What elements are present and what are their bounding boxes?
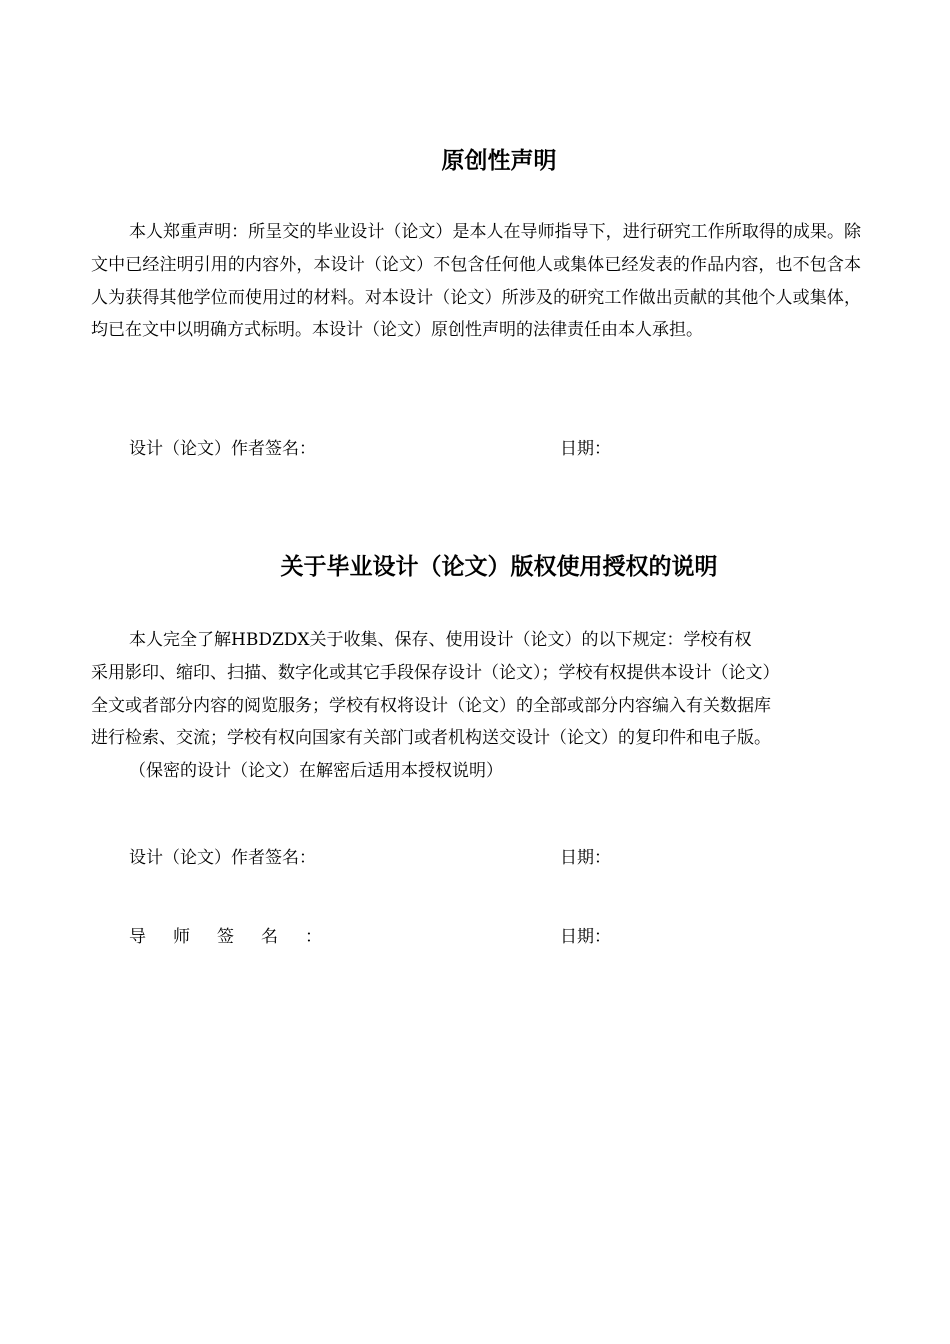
copyright-author-signature-label: 设计（论文）作者签名：: [129, 848, 316, 868]
advisor-date-label: 日期：: [560, 927, 611, 947]
copyright-paragraph-line: 全文或者部分内容的阅览服务；学校有权将设计（论文）的全部或部分内容编入有关数据库: [91, 696, 771, 716]
confidential-note: （保密的设计（论文）在解密后适用本授权说明）: [129, 761, 503, 781]
copyright-paragraph-line: 本人完全了解HBDZDX关于收集、保存、使用设计（论文）的以下规定：学校有权: [129, 630, 752, 650]
advisor-signature-colon: ：: [305, 927, 322, 947]
author-date-label: 日期：: [560, 439, 611, 459]
copyright-author-date-label: 日期：: [560, 848, 611, 868]
advisor-signature-label: [129, 925, 322, 949]
copyright-paragraph-line: 采用影印、缩印、扫描、数字化或其它手段保存设计（论文）；学校有权提供本设计（论文）: [91, 663, 780, 683]
copyright-title: 关于毕业设计（论文）版权使用授权的说明: [280, 554, 718, 580]
copyright-paragraph-line: 进行检索、交流；学校有权向国家有关部门或者机构送交设计（论文）的复印件和电子版。: [91, 728, 771, 748]
originality-paragraph: 本人郑重声明：所呈交的毕业设计（论文）是本人在导师指导下，进行研究工作所取得的成果。除文中已经注明引用的内容外，本设计（论文）不包含任何他人或集体已经发表的作品内容，也不包含本人为获得其他学位而使用过的材料。对本设计（论文）所涉及的研究工作做出贡献的其他个人或集体，均已在文中以明确方式标明。本设计（论文）原创性声明的法律责任由本人承担。: [91, 222, 861, 341]
author-signature-label: 设计（论文）作者签名：: [129, 439, 316, 459]
originality-title: 原创性声明: [441, 148, 557, 174]
advisor-signature-text: 导师签名: [129, 927, 305, 947]
